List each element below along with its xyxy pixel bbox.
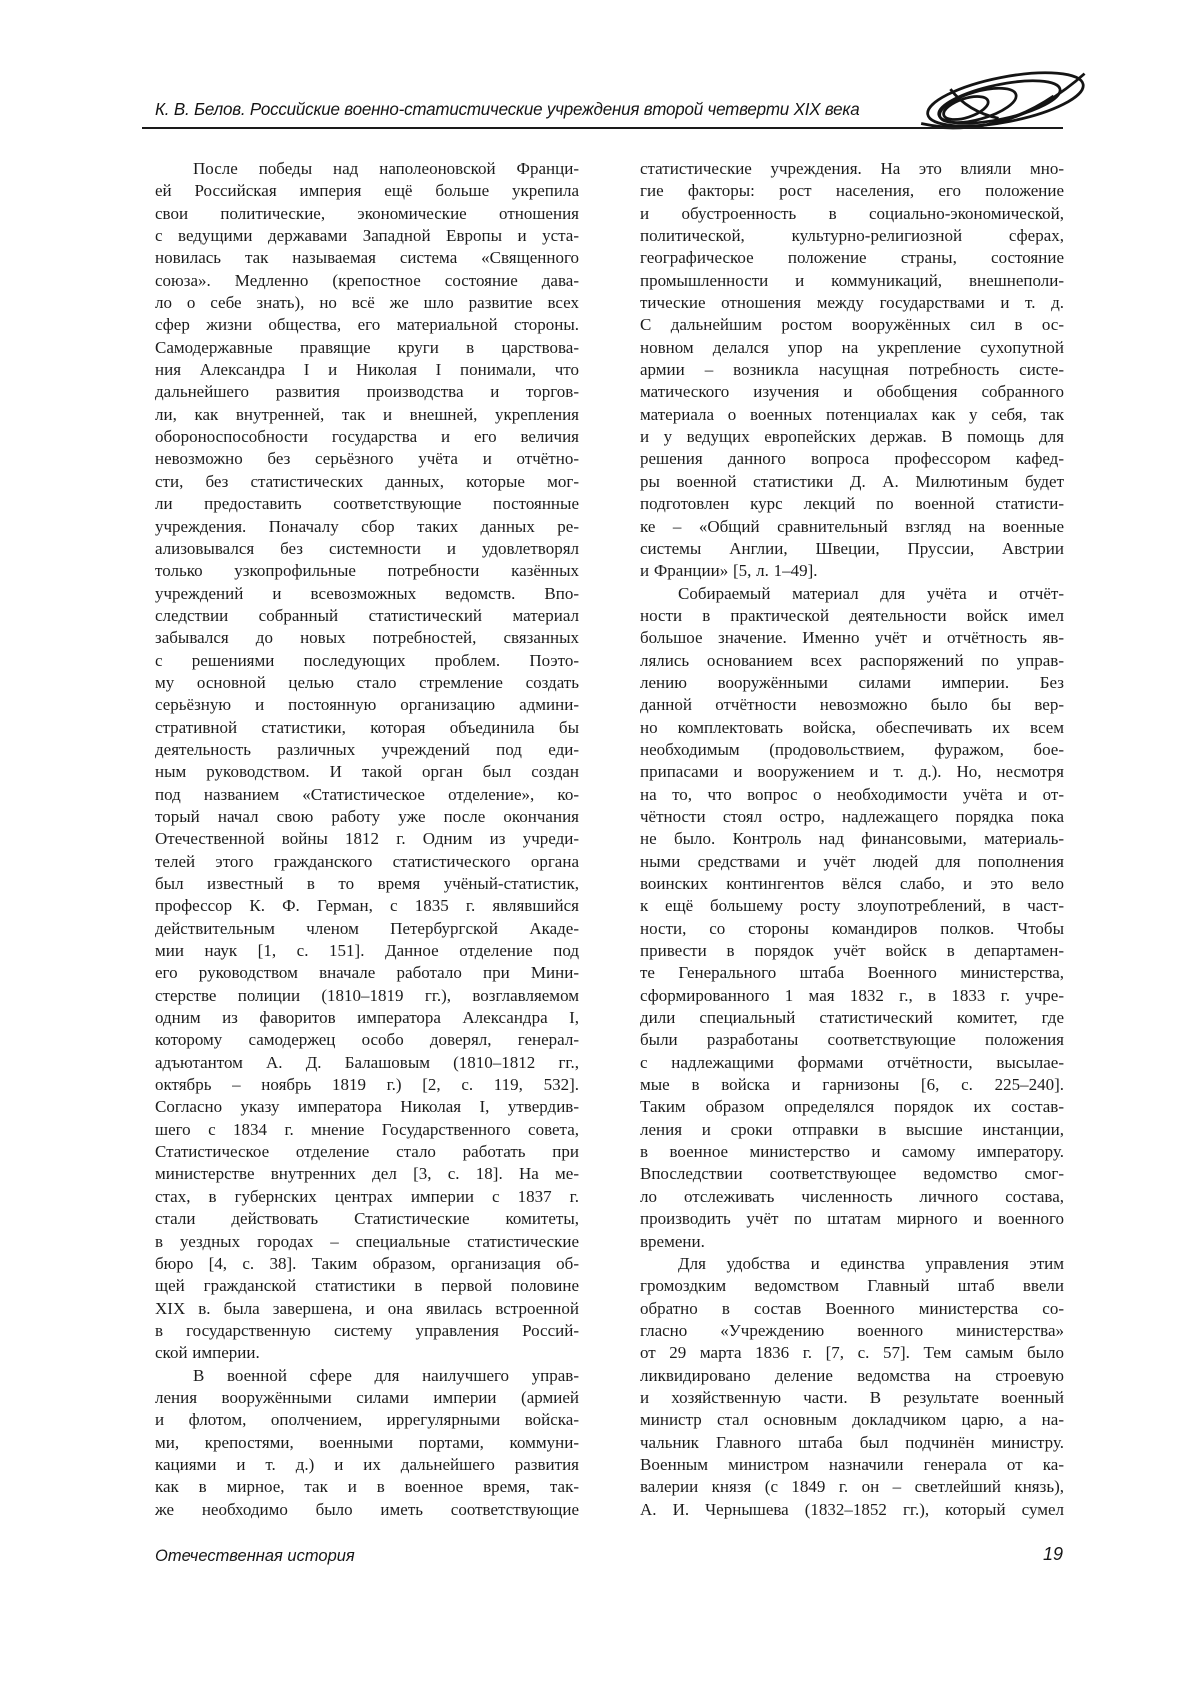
text-line: А. И. Чернышева (1832–1852 гг.), который сумел — [640, 1499, 1064, 1519]
text-line: припасами и вооружением и т. д.). Но, несмотря — [640, 762, 1064, 782]
text-line: Согласно указу императора Николая I, утвердив- — [155, 1097, 579, 1117]
text-line: времени. — [640, 1231, 705, 1251]
paragraph — [640, 1253, 1064, 1521]
paragraph — [155, 1365, 579, 1521]
text-line: гие факторы: рост населения, его положение — [640, 181, 1064, 201]
text-line: действительным членом Петербургской Акаде- — [155, 918, 579, 938]
text-line: но комплектовать войска, обеспечивать их всем — [640, 717, 1064, 737]
journal-name: Отечественная история — [155, 1546, 355, 1565]
text-line: ской империи. — [155, 1343, 260, 1363]
text-line: ликвидировано деление ведомства на строевую — [640, 1365, 1064, 1385]
text-line: на то, что вопрос о необходимости учёта и от- — [640, 784, 1064, 804]
text-line: ли предоставить соответствующие постоянные — [155, 494, 579, 514]
text-line: необходимым (продовольствием, фуражом, бое- — [640, 739, 1064, 759]
text-line: профессор К. Ф. Герман, с 1835 г. являвшийся — [155, 896, 579, 916]
text-line: С дальнейшим ростом вооружённых сил в ос- — [640, 315, 1064, 335]
text-line: новилась так называемая система «Священного — [155, 248, 579, 268]
text-line: тические отношения между государствами и т. д. — [640, 293, 1064, 313]
text-line: лению вооружёнными силами империи. Без — [640, 672, 1064, 692]
text-line: После победы над наполеоновской Франци- — [193, 159, 579, 178]
text-line: стерстве полиции (1810–1819 гг.), возглавляемом — [155, 985, 579, 1005]
text-line: которому самодержец особо доверял, генерал- — [155, 1030, 579, 1050]
text-line: материала о военных потенциалах как у себя, так — [640, 404, 1064, 424]
text-line: подготовлен курс лекций по военной статисти- — [640, 494, 1064, 514]
text-line: ло о себе знать), но всё же шло развитие всех — [155, 293, 579, 313]
text-line: решения данного вопроса профессором кафед- — [640, 449, 1064, 469]
text-line: лялись основанием всех распоряжений по управ- — [640, 650, 1064, 670]
text-line: географическое положение страны, состояние — [640, 248, 1064, 268]
paragraph — [155, 158, 579, 1365]
text-line: бюро [4, с. 38]. Таким образом, организация об- — [155, 1253, 579, 1273]
text-line: ности, со стороны командиров полков. Чтобы — [640, 918, 1064, 938]
text-line: Впоследствии соответствующее ведомство смог- — [640, 1164, 1064, 1184]
text-line: щей гражданской статистики в первой половине — [155, 1276, 579, 1296]
text-line: в уездных городах – специальные статистические — [155, 1231, 579, 1251]
text-line: матического изучения и обобщения собранного — [640, 382, 1064, 402]
text-line: сти, без статистических данных, которые мог- — [155, 471, 579, 491]
text-line: гласно «Учреждению военного министерства» — [640, 1320, 1064, 1340]
text-line: дальнейшего развития производства и торгов- — [155, 382, 579, 402]
text-line: громоздким ведомством Главный штаб ввели — [640, 1276, 1064, 1296]
text-line: те Генерального штаба Военного министерства, — [640, 963, 1064, 983]
text-line: и хозяйственную части. В результате военный — [640, 1387, 1064, 1407]
text-line: воинских контингентов вёлся слабо, и это вело — [640, 874, 1064, 893]
text-line: учреждений и всевозможных ведомств. Впо- — [155, 583, 579, 603]
text-line: большое значение. Именно учёт и отчётность яв- — [640, 628, 1064, 648]
text-line: телей этого гражданского статистического органа — [155, 851, 579, 871]
text-line: к ещё большему росту злоупотреблений, в част- — [640, 896, 1064, 916]
text-line: ло отслеживать численность личного состава, — [640, 1186, 1064, 1206]
text-line: XIX в. была завершена, и она явилась встроенной — [155, 1298, 579, 1318]
text-line: мые в войска и гарнизоны [6, с. 225–240]. — [640, 1075, 1064, 1095]
text-line: стративной статистики, которая объединила бы — [155, 717, 579, 737]
text-line: стах, в губернских центрах империи с 1837 г. — [155, 1186, 579, 1206]
text-line: в военное министерство и самому императору. — [640, 1142, 1064, 1162]
text-line: ности в практической деятельности войск имел — [640, 605, 1064, 625]
text-line: политической, культурно-религиозной сферах, — [640, 226, 1064, 246]
text-line: кациями и т. д.) и их дальнейшего развития — [155, 1454, 579, 1474]
text-line: ры военной статистики Д. А. Милютиным будет — [640, 471, 1064, 491]
text-line: мии наук [1, с. 151]. Данное отделение под — [155, 941, 579, 961]
text-line: адъютантом А. Д. Балашовым (1810–1812 гг., — [155, 1052, 579, 1072]
text-line: его руководством вначале работало при Мини- — [155, 963, 579, 983]
text-line: ными средствами и учёт людей для пополнения — [640, 851, 1064, 871]
header-rule — [142, 127, 1063, 129]
text-column-left — [155, 158, 579, 1521]
text-line: стали действовать Статистические комитеты, — [155, 1209, 579, 1229]
text-line: производить учёт по штатам мирного и военного — [640, 1209, 1064, 1229]
art-nouveau-flourish-icon — [916, 70, 1088, 134]
text-line: ке – «Общий сравнительный взгляд на военные — [640, 516, 1064, 536]
text-line: же необходимо было иметь соответствующие — [155, 1499, 579, 1519]
text-line: с надлежащими формами отчётности, высылае- — [640, 1052, 1064, 1072]
text-line: одним из фаворитов императора Александра I, — [155, 1008, 579, 1028]
text-line: сформированного 1 мая 1832 г., в 1833 г. учре- — [640, 985, 1064, 1005]
text-line: был известный в то время учёный-статистик, — [155, 874, 579, 893]
text-line: ления вооружёнными силами империи (армией — [155, 1387, 579, 1407]
text-line: чальник Главного штаба был подчинён министру. — [640, 1432, 1064, 1452]
text-line: серьёзную и постоянную организацию админи- — [155, 695, 579, 715]
text-line: забывался до новых потребностей, связанных — [155, 628, 579, 648]
text-line: в государственную систему управления Россий- — [155, 1320, 579, 1340]
text-line: новном делался упор на укрепление сухопутной — [640, 337, 1064, 357]
text-line: Собираемый материал для учёта и отчёт- — [678, 583, 1064, 603]
text-line: союза». Медленно (крепостное состояние дава- — [155, 270, 579, 290]
text-line: ным руководством. И такой орган был создан — [155, 762, 579, 782]
text-line: торый начал свою работу уже после окончания — [155, 806, 579, 826]
text-line: Таким образом определялся порядок их состав- — [640, 1097, 1064, 1117]
text-line: Самодержавные правящие круги в царствова- — [155, 337, 579, 357]
text-line: ей Российская империя ещё больше укрепила — [155, 181, 579, 201]
text-line: Статистическое отделение стало работать при — [155, 1142, 579, 1162]
text-line: и обустроенность в социально-экономической, — [640, 203, 1064, 223]
text-line: системы Англии, Швеции, Пруссии, Австрии — [640, 538, 1064, 558]
text-line: следствии собранный статистический материал — [155, 605, 579, 625]
text-line: только узкопрофильные потребности казённых — [155, 561, 579, 581]
text-column-right — [640, 158, 1064, 1521]
text-line: сфер жизни общества, его материальной стороны. — [155, 315, 579, 335]
text-line: с ведущими державами Западной Европы и уста- — [155, 226, 579, 246]
text-line: привести в порядок учёт войск в департамен- — [640, 941, 1064, 961]
text-line: не было. Контроль над финансовыми, материаль- — [640, 829, 1064, 849]
text-line: обратно в состав Военного министерства со- — [640, 1298, 1064, 1318]
text-line: валерии князя (с 1849 г. он – светлейший князь), — [640, 1477, 1064, 1497]
text-line: как в мирное, так и в военное время, так- — [155, 1477, 579, 1497]
text-line: ализовывался без системности и удовлетворял — [155, 538, 579, 558]
paragraph — [640, 583, 1064, 1253]
text-line: и флотом, ополчением, иррегулярными войска- — [155, 1410, 579, 1430]
text-line: и у ведущих европейских держав. В помощь для — [640, 427, 1064, 447]
text-line: данной отчётности невозможно было бы вер- — [640, 695, 1064, 715]
text-line: министр стал основным докладчиком царю, а на- — [640, 1410, 1064, 1430]
text-line: министерстве внутренних дел [3, с. 18]. На ме- — [155, 1164, 579, 1184]
text-line: невозможно без серьёзного учёта и отчётно- — [155, 449, 579, 469]
text-line: Отечественной войны 1812 г. Одним из учреди- — [155, 829, 579, 849]
text-line: Для удобства и единства управления этим — [678, 1253, 1064, 1273]
text-line: армии – возникла насущная потребность систе- — [640, 360, 1064, 380]
text-line: ми, крепостями, военными портами, коммуни- — [155, 1432, 579, 1452]
page-number: 19 — [1042, 1544, 1063, 1564]
text-line: свои политические, экономические отношения — [155, 203, 579, 223]
text-line: ления и сроки отправки в высшие инстанции, — [640, 1119, 1064, 1139]
text-line: от 29 марта 1836 г. [7, с. 57]. Тем самым было — [640, 1343, 1064, 1363]
text-line: и Франции» [5, л. 1–49]. — [640, 561, 818, 581]
text-line: дили специальный статистический комитет, где — [640, 1008, 1064, 1028]
text-line: промышленности и коммуникаций, внешнеполи- — [640, 270, 1064, 290]
text-line: ния Александра I и Николая I понимали, что — [155, 360, 579, 380]
text-line: В военной сфере для наилучшего управ- — [193, 1365, 579, 1385]
text-line: с решениями последующих проблем. Поэто- — [155, 650, 579, 670]
text-line: учреждения. Поначалу сбор таких данных ре- — [155, 516, 579, 536]
running-title: К. В. Белов. Российские военно-статистические учреждения второй четверти XIX века — [155, 99, 860, 119]
text-line: му основной целью стало стремление создать — [155, 672, 579, 692]
paragraph — [640, 158, 1064, 583]
text-line: Военным министром назначили генерала от ка- — [640, 1454, 1064, 1474]
text-line: статистические учреждения. На это влияли мно- — [640, 159, 1064, 178]
text-line: обороноспособности государства и его величия — [155, 427, 579, 447]
text-line: шего с 1834 г. мнение Государственного совета, — [155, 1119, 579, 1139]
text-line: ли, как внутренней, так и внешней, укрепления — [155, 404, 579, 424]
text-line: чётности стоял остро, надлежащего порядка пока — [640, 806, 1064, 826]
text-line: под названием «Статистическое отделение», ко- — [155, 784, 579, 804]
text-line: октябрь – ноябрь 1819 г.) [2, с. 119, 532]. — [155, 1075, 579, 1095]
text-line: деятельность различных учреждений под еди- — [155, 739, 579, 759]
text-line: были разработаны соответствующие положения — [640, 1030, 1064, 1050]
